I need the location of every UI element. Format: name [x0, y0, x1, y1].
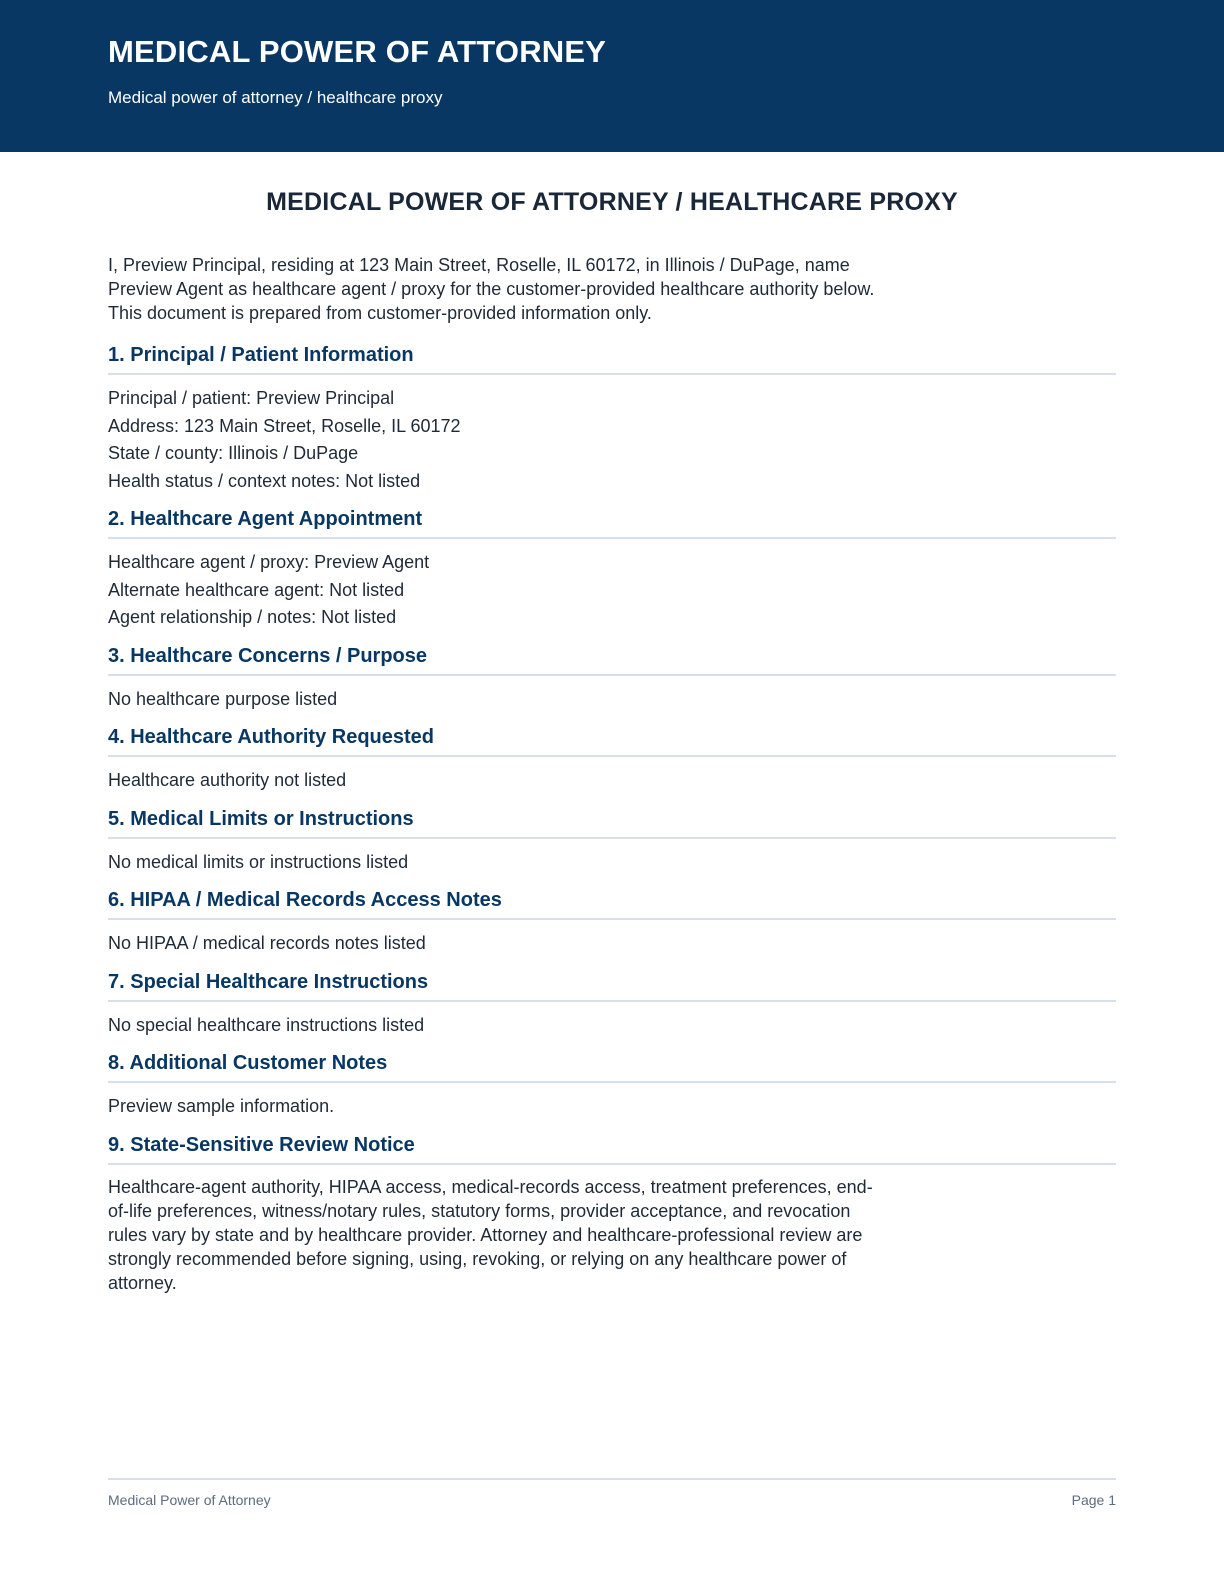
header-band [0, 0, 1224, 152]
section-body [108, 1083, 1116, 1133]
footer-divider [108, 1478, 1116, 1480]
section-heading: 6. HIPAA / Medical Records Access Notes [108, 888, 1116, 920]
agent-relationship-line: Agent relationship / notes: Not listed [108, 607, 397, 627]
section-review-notice [108, 1133, 1116, 1307]
header-subtitle: Medical power of attorney / healthcare proxy [108, 88, 443, 107]
footer-document-name: Medical Power of Attorney [108, 1492, 271, 1508]
section-heading: 2. Healthcare Agent Appointment [108, 507, 1116, 539]
alternate-agent-line: Alternate healthcare agent: Not listed [108, 579, 405, 600]
section-heading: 5. Medical Limits or Instructions [108, 807, 1116, 839]
section-heading: 8. Additional Customer Notes [108, 1051, 1116, 1083]
section-body [108, 1002, 1116, 1052]
healthcare-purpose-line: No healthcare purpose listed [108, 688, 338, 709]
section-heading: 1. Principal / Patient Information [108, 343, 1116, 375]
health-status-line: Health status / context notes: Not listed [108, 470, 421, 491]
review-notice-text: Healthcare-agent authority, HIPAA access, medical-records access, treatment preferences, end-of-life preferences, witness/notary rules, statutory forms, provider acceptance, and revocation rules vary by state and by healthcare provider. Attorney and healthcare-professional review are strongly recommended before signing, using, revoking, or relying on any healthcare power of attorney. [108, 1176, 873, 1293]
section-body [108, 920, 1116, 970]
section-body [108, 839, 1116, 889]
additional-notes-line: Preview sample information. [108, 1096, 335, 1116]
section-healthcare-authority [108, 725, 1116, 807]
intro-paragraph: I, Preview Principal, residing at 123 Main Street, Roselle, IL 60172, in Illinois / DuPage, name Preview Agent as healthcare agent / proxy for the customer-provided healthcare authority below. This document is prepared from customer-provided information only. [108, 255, 875, 323]
footer-page-number: Page 1 [1071, 1492, 1116, 1508]
section-heading: 3. Healthcare Concerns / Purpose [108, 644, 1116, 676]
section-principal-information [108, 343, 1116, 507]
section-heading: 4. Healthcare Authority Requested [108, 725, 1116, 757]
section-heading: 7. Special Healthcare Instructions [108, 970, 1116, 1002]
hipaa-notes-line: No HIPAA / medical records notes listed [108, 933, 426, 953]
section-additional-notes [108, 1051, 1116, 1133]
section-hipaa-notes [108, 888, 1116, 970]
section-agent-appointment [108, 507, 1116, 644]
section-body [108, 539, 1116, 644]
section-body [108, 1165, 1116, 1307]
header-title: MEDICAL POWER OF ATTORNEY [108, 34, 607, 69]
special-instructions-line: No special healthcare instructions listed [108, 1014, 425, 1035]
section-special-instructions [108, 970, 1116, 1052]
section-healthcare-concerns [108, 644, 1116, 726]
section-medical-limits [108, 807, 1116, 889]
principal-address-line: Address: 123 Main Street, Roselle, IL 60172 [108, 415, 461, 436]
section-heading: 9. State-Sensitive Review Notice [108, 1133, 1116, 1165]
section-body [108, 757, 1116, 807]
document-title: MEDICAL POWER OF ATTORNEY / HEALTHCARE PROXY [266, 188, 958, 216]
medical-limits-line: No medical limits or instructions listed [108, 851, 409, 872]
section-body [108, 676, 1116, 726]
document-content [108, 188, 1116, 1307]
healthcare-agent-line: Healthcare agent / proxy: Preview Agent [108, 552, 430, 572]
healthcare-authority-line: Healthcare authority not listed [108, 770, 347, 790]
section-body [108, 375, 1116, 507]
principal-name-line: Principal / patient: Preview Principal [108, 388, 395, 408]
principal-state-county-line: State / county: Illinois / DuPage [108, 443, 359, 463]
